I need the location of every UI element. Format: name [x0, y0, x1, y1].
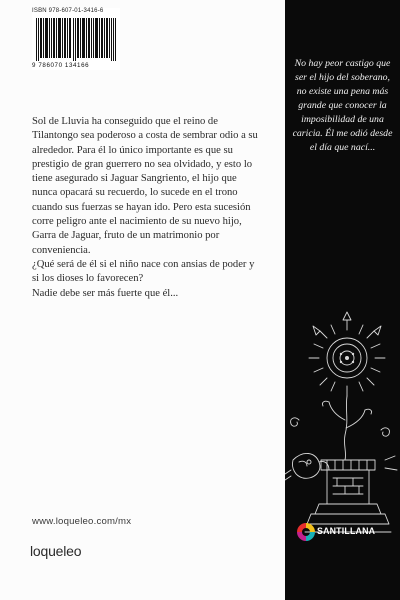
- publisher-url[interactable]: www.loqueleo.com/mx: [32, 516, 132, 527]
- santillana-logo: [293, 520, 393, 542]
- synopsis: [32, 115, 264, 301]
- isbn-barcode: [32, 8, 120, 70]
- isbn-label: ISBN 978-607-01-3416-6: [32, 8, 104, 14]
- mixtec-glyph-illustration-icon: [285, 310, 400, 540]
- loqueleo-logo: loqueleo: [30, 543, 82, 559]
- isbn-digits: 9 786070 134166: [32, 62, 90, 69]
- santillana-swirl-icon: [295, 521, 317, 543]
- black-side-panel: [285, 0, 400, 600]
- pull-quote: No hay peor castigo que ser el hijo del soberano, no existe una pena más grande que conocer la imposibilidad de una caricia. Él me odió desde el día que nací...: [292, 58, 393, 153]
- santillana-wordmark: SANTILLANA: [317, 526, 376, 536]
- barcode-bars-icon: [36, 18, 116, 61]
- synopsis-closing: Nadie debe ser más fuerte que él...: [32, 287, 179, 299]
- synopsis-paragraph: Sol de Lluvia ha conseguido que el reino de Tilantongo sea poderoso a costa de sembrar odio a su alrededor. Para él lo único importante es que su prestigio de gran guerrero no sea olvidado, y esto lo tiene asegurado si Jaguar Sangriento, el hijo que nunca opacará su recuerdo, lo sucede en el trono cuando sus fuerzas se hayan ido. Pero esta sucesión corre peligro ante el nacimiento de su nuevo hijo, Garra de Jaguar, fruto de un matrimonio por conveniencia.: [32, 116, 258, 256]
- synopsis-question: ¿Qué será de él si el niño nace con ansias de poder y si los dioses lo favorecen?: [32, 258, 255, 285]
